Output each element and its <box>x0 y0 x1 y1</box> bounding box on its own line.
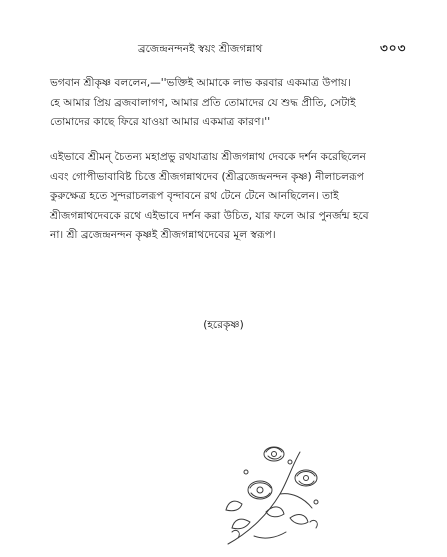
paragraph-2 <box>50 148 445 246</box>
paragraph-line: কুরুক্ষেত্র হতে সুন্দরাচলরূপ বৃন্দাবনে রথ টেনে টেনে আনছিলেন। তাই <box>50 190 339 202</box>
paragraph-line: হে আমার প্রিয় ব্রজবালাগণ, আমার প্রতি তোমাদের যে শুদ্ধ প্রীতি, সেটাই <box>50 96 356 109</box>
paragraph-1 <box>50 74 445 133</box>
floral-vignette-icon <box>220 432 330 552</box>
paragraph-line: শ্রীজগন্নাথদেবকে রথে এইভাবে দর্শন করা উচিত, যার ফলে আর পুনর্জন্ম হবে <box>50 209 369 222</box>
page-number: ৩০৩ <box>380 41 407 55</box>
paragraph-line: এবং গোপীভাবাবিষ্ট চিত্তে শ্রীজগন্নাথদেব (শ্রীব্রজেন্দ্রনন্দন কৃষ্ণ) নীলাচলরূপ <box>50 170 364 183</box>
paragraph-line: ভগবান শ্রীকৃষ্ণ বললেন,—''ভক্তিই আমাকে লাভ করবার একমাত্র উপায়। <box>50 77 351 89</box>
paragraph-line: না। শ্রী ব্রজেন্দ্রনন্দন কৃষ্ণই শ্রীজগন্নাথদেবের মূল স্বরূপ। <box>50 229 276 241</box>
paragraph-line: তোমাদের কাছে ফিরে যাওয়া আমার একমাত্র কারণ।'' <box>50 116 271 128</box>
closing-invocation: (হরেকৃষ্ণ) <box>203 319 244 331</box>
paragraph-line: এইভাবে শ্রীমন্ চৈতন্য মহাপ্রভু রথযাত্রায় শ্রীজগন্নাথ দেবকে দর্শন করেছিলেন <box>50 151 366 163</box>
running-title: ব্রজেন্দ্রনন্দনই স্বয়ং শ্রীজগন্নাথ <box>138 43 263 55</box>
